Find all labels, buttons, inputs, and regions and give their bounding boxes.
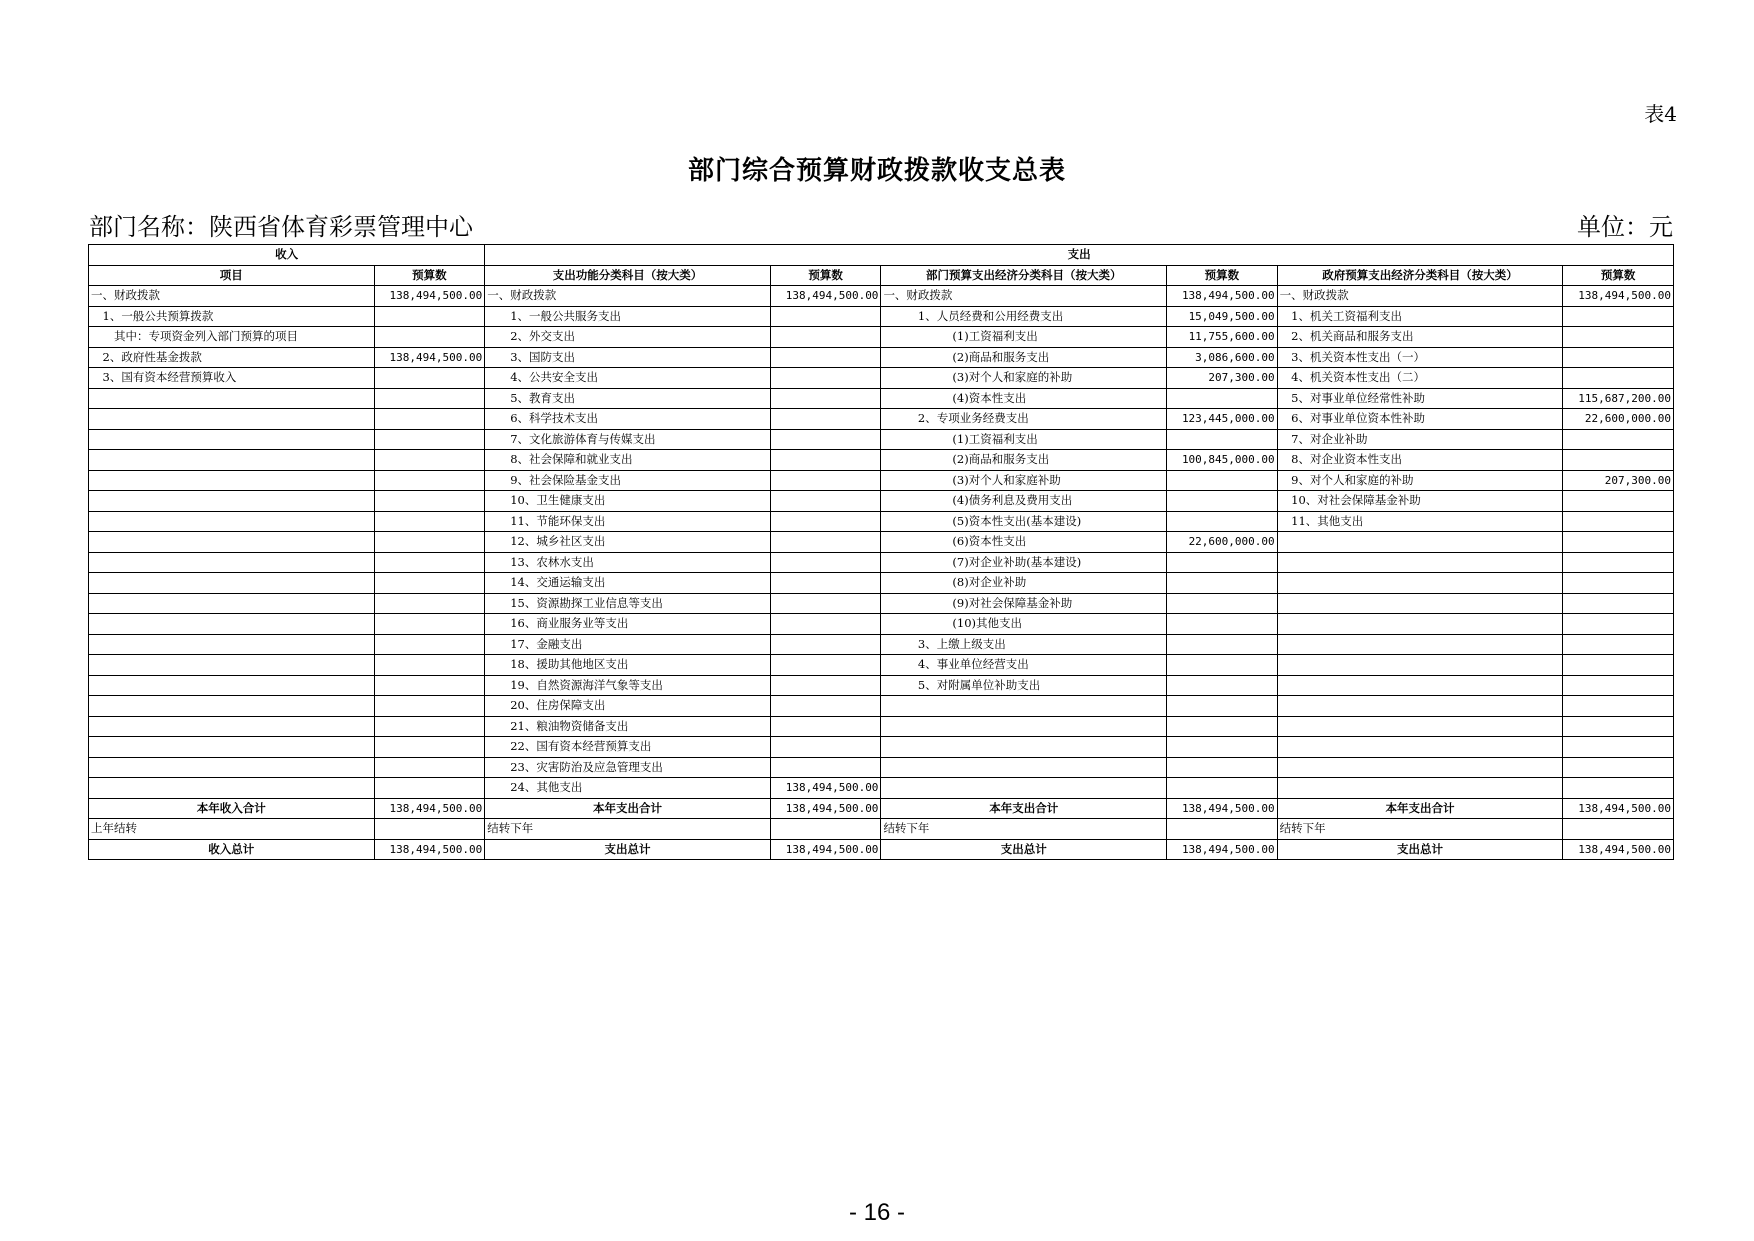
amount-cell xyxy=(1563,634,1674,655)
item-cell xyxy=(89,696,375,717)
table-row xyxy=(89,532,1674,553)
item-cell: 一、财政拨款 xyxy=(1277,286,1563,307)
item-cell: (3)对个人和家庭补助 xyxy=(881,470,1167,491)
total-label-cell: 支出总计 xyxy=(881,839,1167,860)
amount-cell xyxy=(1563,532,1674,553)
amount-cell: 22,600,000.00 xyxy=(1563,409,1674,430)
amount-cell: 207,300.00 xyxy=(1563,470,1674,491)
total-label-cell: 支出总计 xyxy=(485,839,771,860)
column-header: 预算数 xyxy=(374,265,485,286)
amount-cell xyxy=(770,737,881,758)
item-cell xyxy=(1277,696,1563,717)
amount-cell xyxy=(1167,737,1278,758)
item-cell: 15、资源勘探工业信息等支出 xyxy=(485,593,771,614)
amount-cell: 138,494,500.00 xyxy=(770,778,881,799)
item-cell: (2)商品和服务支出 xyxy=(881,347,1167,368)
amount-cell xyxy=(1563,696,1674,717)
amount-cell xyxy=(1167,388,1278,409)
item-cell: (1)工资福利支出 xyxy=(881,429,1167,450)
total-label-cell: 结转下年 xyxy=(881,819,1167,840)
amount-cell: 138,494,500.00 xyxy=(1167,286,1278,307)
item-cell xyxy=(881,778,1167,799)
total-amount-cell: 138,494,500.00 xyxy=(374,839,485,860)
amount-cell xyxy=(770,593,881,614)
item-cell: 22、国有资本经营预算支出 xyxy=(485,737,771,758)
item-cell xyxy=(1277,634,1563,655)
amount-cell xyxy=(1167,593,1278,614)
item-cell: 9、社会保险基金支出 xyxy=(485,470,771,491)
amount-cell xyxy=(1563,655,1674,676)
department-name: 部门名称：陕西省体育彩票管理中心 xyxy=(89,213,473,241)
table-row xyxy=(89,593,1674,614)
amount-cell xyxy=(1167,429,1278,450)
table-row xyxy=(89,614,1674,635)
item-cell: (6)资本性支出 xyxy=(881,532,1167,553)
budget-table xyxy=(88,244,1674,860)
amount-cell xyxy=(1167,614,1278,635)
amount-cell xyxy=(374,368,485,389)
table-row xyxy=(89,573,1674,594)
item-cell: 一、财政拨款 xyxy=(89,286,375,307)
item-cell: 14、交通运输支出 xyxy=(485,573,771,594)
amount-cell: 22,600,000.00 xyxy=(1167,532,1278,553)
item-cell xyxy=(881,696,1167,717)
amount-cell: 138,494,500.00 xyxy=(374,286,485,307)
item-cell: 8、社会保障和就业支出 xyxy=(485,450,771,471)
totals-row-carry xyxy=(89,819,1674,840)
table-row xyxy=(89,429,1674,450)
item-cell xyxy=(89,470,375,491)
item-cell: 3、上缴上级支出 xyxy=(881,634,1167,655)
amount-cell xyxy=(770,696,881,717)
item-cell xyxy=(89,593,375,614)
income-section-header: 收入 xyxy=(89,245,485,266)
item-cell xyxy=(89,675,375,696)
item-cell: 一、财政拨款 xyxy=(485,286,771,307)
amount-cell xyxy=(374,306,485,327)
item-cell xyxy=(89,532,375,553)
amount-cell xyxy=(374,573,485,594)
table-row xyxy=(89,778,1674,799)
amount-cell xyxy=(1563,491,1674,512)
item-cell xyxy=(89,573,375,594)
amount-cell xyxy=(374,450,485,471)
amount-cell xyxy=(374,552,485,573)
amount-cell: 100,845,000.00 xyxy=(1167,450,1278,471)
item-cell: 18、援助其他地区支出 xyxy=(485,655,771,676)
item-cell xyxy=(89,716,375,737)
amount-cell xyxy=(1167,552,1278,573)
item-cell: 4、公共安全支出 xyxy=(485,368,771,389)
item-cell: 16、商业服务业等支出 xyxy=(485,614,771,635)
amount-cell: 3,086,600.00 xyxy=(1167,347,1278,368)
item-cell: 其中：专项资金列入部门预算的项目 xyxy=(89,327,375,348)
item-cell: 11、其他支出 xyxy=(1277,511,1563,532)
amount-cell xyxy=(1167,634,1278,655)
item-cell: (4)债务利息及费用支出 xyxy=(881,491,1167,512)
item-cell xyxy=(1277,716,1563,737)
amount-cell: 138,494,500.00 xyxy=(1563,286,1674,307)
item-cell xyxy=(1277,655,1563,676)
total-label-cell: 本年收入合计 xyxy=(89,798,375,819)
amount-cell xyxy=(770,757,881,778)
item-cell xyxy=(89,655,375,676)
item-cell: 3、国防支出 xyxy=(485,347,771,368)
total-amount-cell xyxy=(770,819,881,840)
item-cell: 17、金融支出 xyxy=(485,634,771,655)
amount-cell xyxy=(770,552,881,573)
item-cell: 一、财政拨款 xyxy=(881,286,1167,307)
amount-cell xyxy=(770,368,881,389)
amount-cell xyxy=(374,491,485,512)
table-row xyxy=(89,511,1674,532)
amount-cell xyxy=(1563,368,1674,389)
amount-cell xyxy=(1167,491,1278,512)
item-cell: 3、机关资本性支出（一） xyxy=(1277,347,1563,368)
item-cell: 8、对企业资本性支出 xyxy=(1277,450,1563,471)
item-cell xyxy=(1277,552,1563,573)
amount-cell xyxy=(1167,470,1278,491)
amount-cell xyxy=(1563,614,1674,635)
total-amount-cell: 138,494,500.00 xyxy=(1563,839,1674,860)
item-cell: 21、粮油物资储备支出 xyxy=(485,716,771,737)
item-cell xyxy=(1277,573,1563,594)
item-cell: (8)对企业补助 xyxy=(881,573,1167,594)
item-cell xyxy=(1277,614,1563,635)
amount-cell xyxy=(374,634,485,655)
total-amount-cell: 138,494,500.00 xyxy=(1167,839,1278,860)
amount-cell xyxy=(770,511,881,532)
amount-cell xyxy=(1563,737,1674,758)
item-cell xyxy=(89,778,375,799)
item-cell: 7、文化旅游体育与传媒支出 xyxy=(485,429,771,450)
table-row xyxy=(89,409,1674,430)
item-cell xyxy=(89,409,375,430)
amount-cell xyxy=(1563,778,1674,799)
table-row xyxy=(89,552,1674,573)
item-cell xyxy=(89,511,375,532)
item-cell xyxy=(89,450,375,471)
total-amount-cell xyxy=(1563,819,1674,840)
column-header-row xyxy=(89,265,1674,286)
amount-cell xyxy=(1563,675,1674,696)
item-cell: (1)工资福利支出 xyxy=(881,327,1167,348)
amount-cell xyxy=(770,573,881,594)
item-cell xyxy=(89,634,375,655)
item-cell: 12、城乡社区支出 xyxy=(485,532,771,553)
amount-cell: 138,494,500.00 xyxy=(374,347,485,368)
amount-cell xyxy=(1563,306,1674,327)
column-header: 部门预算支出经济分类科目（按大类） xyxy=(881,265,1167,286)
item-cell: 24、其他支出 xyxy=(485,778,771,799)
table-row xyxy=(89,757,1674,778)
page-number: - 16 - xyxy=(848,1199,905,1226)
amount-cell xyxy=(1167,757,1278,778)
amount-cell xyxy=(1167,511,1278,532)
table-row xyxy=(89,347,1674,368)
amount-cell xyxy=(770,306,881,327)
table-row xyxy=(89,491,1674,512)
item-cell xyxy=(881,757,1167,778)
amount-cell xyxy=(1563,552,1674,573)
total-amount-cell: 138,494,500.00 xyxy=(1167,798,1278,819)
table-row xyxy=(89,655,1674,676)
item-cell: 1、机关工资福利支出 xyxy=(1277,306,1563,327)
amount-cell: 11,755,600.00 xyxy=(1167,327,1278,348)
item-cell: 2、政府性基金拨款 xyxy=(89,347,375,368)
amount-cell xyxy=(770,532,881,553)
amount-cell xyxy=(1167,778,1278,799)
item-cell: 23、灾害防治及应急管理支出 xyxy=(485,757,771,778)
item-cell: 20、住房保障支出 xyxy=(485,696,771,717)
amount-cell xyxy=(1563,716,1674,737)
table-row xyxy=(89,388,1674,409)
amount-cell xyxy=(1167,716,1278,737)
total-label-cell: 支出总计 xyxy=(1277,839,1563,860)
amount-cell xyxy=(1563,573,1674,594)
amount-cell xyxy=(374,655,485,676)
column-header: 预算数 xyxy=(1167,265,1278,286)
item-cell: 3、国有资本经营预算收入 xyxy=(89,368,375,389)
amount-cell xyxy=(374,470,485,491)
amount-cell xyxy=(374,614,485,635)
item-cell xyxy=(881,716,1167,737)
column-header: 政府预算支出经济分类科目（按大类） xyxy=(1277,265,1563,286)
amount-cell xyxy=(770,675,881,696)
item-cell: (3)对个人和家庭的补助 xyxy=(881,368,1167,389)
item-cell: 19、自然资源海洋气象等支出 xyxy=(485,675,771,696)
amount-cell xyxy=(770,470,881,491)
item-cell: (10)其他支出 xyxy=(881,614,1167,635)
item-cell: 2、专项业务经费支出 xyxy=(881,409,1167,430)
item-cell: (2)商品和服务支出 xyxy=(881,450,1167,471)
amount-cell xyxy=(1167,573,1278,594)
item-cell: 1、人员经费和公用经费支出 xyxy=(881,306,1167,327)
total-label-cell: 结转下年 xyxy=(485,819,771,840)
amount-cell xyxy=(374,327,485,348)
amount-cell: 115,687,200.00 xyxy=(1563,388,1674,409)
amount-cell xyxy=(1563,327,1674,348)
table-row xyxy=(89,737,1674,758)
table-body xyxy=(89,286,1674,799)
table-row xyxy=(89,450,1674,471)
item-cell: (9)对社会保障基金补助 xyxy=(881,593,1167,614)
section-header-row xyxy=(89,245,1674,266)
item-cell: 4、事业单位经营支出 xyxy=(881,655,1167,676)
item-cell xyxy=(1277,593,1563,614)
table-row xyxy=(89,327,1674,348)
item-cell xyxy=(89,552,375,573)
total-amount-cell xyxy=(374,819,485,840)
amount-cell xyxy=(374,532,485,553)
amount-cell xyxy=(1563,593,1674,614)
item-cell: 1、一般公共服务支出 xyxy=(485,306,771,327)
amount-cell xyxy=(1563,757,1674,778)
total-label-cell: 本年支出合计 xyxy=(485,798,771,819)
total-label-cell: 收入总计 xyxy=(89,839,375,860)
table-totals xyxy=(89,798,1674,860)
item-cell xyxy=(89,757,375,778)
amount-cell xyxy=(770,655,881,676)
amount-cell xyxy=(770,409,881,430)
total-label-cell: 上年结转 xyxy=(89,819,375,840)
total-amount-cell xyxy=(1167,819,1278,840)
amount-cell: 138,494,500.00 xyxy=(770,286,881,307)
total-label-cell: 本年支出合计 xyxy=(881,798,1167,819)
amount-cell xyxy=(770,429,881,450)
item-cell: (4)资本性支出 xyxy=(881,388,1167,409)
amount-cell xyxy=(770,450,881,471)
table-row xyxy=(89,306,1674,327)
item-cell: 10、卫生健康支出 xyxy=(485,491,771,512)
item-cell xyxy=(89,491,375,512)
amount-cell xyxy=(374,511,485,532)
document-title: 部门综合预算财政拨款收支总表 xyxy=(687,156,1066,186)
item-cell: (5)资本性支出(基本建设) xyxy=(881,511,1167,532)
column-header: 支出功能分类科目（按大类） xyxy=(485,265,771,286)
amount-cell xyxy=(1167,675,1278,696)
item-cell: 10、对社会保障基金补助 xyxy=(1277,491,1563,512)
table-number: 表4 xyxy=(1644,102,1677,126)
amount-cell xyxy=(374,737,485,758)
table-row xyxy=(89,470,1674,491)
total-amount-cell: 138,494,500.00 xyxy=(770,798,881,819)
meta-row xyxy=(89,212,1673,242)
amount-cell xyxy=(770,347,881,368)
amount-cell xyxy=(1167,655,1278,676)
item-cell xyxy=(1277,778,1563,799)
amount-cell xyxy=(374,429,485,450)
amount-cell xyxy=(374,716,485,737)
amount-cell: 15,049,500.00 xyxy=(1167,306,1278,327)
expense-section-header: 支出 xyxy=(485,245,1674,266)
amount-cell xyxy=(770,491,881,512)
amount-cell xyxy=(1563,429,1674,450)
item-cell: 5、对附属单位补助支出 xyxy=(881,675,1167,696)
amount-cell xyxy=(374,778,485,799)
table-row xyxy=(89,634,1674,655)
totals-row-year xyxy=(89,798,1674,819)
total-amount-cell: 138,494,500.00 xyxy=(1563,798,1674,819)
item-cell xyxy=(89,429,375,450)
item-cell: 2、机关商品和服务支出 xyxy=(1277,327,1563,348)
amount-cell xyxy=(374,409,485,430)
total-amount-cell: 138,494,500.00 xyxy=(770,839,881,860)
item-cell xyxy=(1277,532,1563,553)
amount-cell xyxy=(374,757,485,778)
amount-cell xyxy=(1563,347,1674,368)
item-cell: 4、机关资本性支出（二） xyxy=(1277,368,1563,389)
item-cell xyxy=(89,614,375,635)
amount-cell xyxy=(374,675,485,696)
amount-cell xyxy=(1167,696,1278,717)
item-cell: 11、节能环保支出 xyxy=(485,511,771,532)
table-row xyxy=(89,696,1674,717)
amount-cell xyxy=(770,614,881,635)
table-row xyxy=(89,675,1674,696)
item-cell xyxy=(89,388,375,409)
item-cell: 13、农林水支出 xyxy=(485,552,771,573)
item-cell xyxy=(1277,737,1563,758)
amount-cell xyxy=(1563,450,1674,471)
item-cell: 9、对个人和家庭的补助 xyxy=(1277,470,1563,491)
item-cell xyxy=(1277,675,1563,696)
total-amount-cell: 138,494,500.00 xyxy=(374,798,485,819)
totals-row-grand xyxy=(89,839,1674,860)
item-cell xyxy=(881,737,1167,758)
item-cell: 5、对事业单位经常性补助 xyxy=(1277,388,1563,409)
item-cell xyxy=(1277,757,1563,778)
item-cell: 5、教育支出 xyxy=(485,388,771,409)
item-cell: 6、科学技术支出 xyxy=(485,409,771,430)
amount-cell xyxy=(1563,511,1674,532)
item-cell: 2、外交支出 xyxy=(485,327,771,348)
column-header: 预算数 xyxy=(1563,265,1674,286)
amount-cell xyxy=(374,388,485,409)
amount-cell: 207,300.00 xyxy=(1167,368,1278,389)
amount-cell xyxy=(770,388,881,409)
total-label-cell: 本年支出合计 xyxy=(1277,798,1563,819)
item-cell: 7、对企业补助 xyxy=(1277,429,1563,450)
amount-cell xyxy=(770,716,881,737)
unit-label: 单位：元 xyxy=(1577,213,1673,241)
item-cell: 6、对事业单位资本性补助 xyxy=(1277,409,1563,430)
amount-cell xyxy=(770,634,881,655)
table-row xyxy=(89,286,1674,307)
item-cell: (7)对企业补助(基本建设) xyxy=(881,552,1167,573)
table-row xyxy=(89,368,1674,389)
item-cell: 1、一般公共预算拨款 xyxy=(89,306,375,327)
table-row xyxy=(89,716,1674,737)
column-header: 预算数 xyxy=(770,265,881,286)
amount-cell: 123,445,000.00 xyxy=(1167,409,1278,430)
amount-cell xyxy=(374,696,485,717)
amount-cell xyxy=(374,593,485,614)
amount-cell xyxy=(770,327,881,348)
item-cell xyxy=(89,737,375,758)
column-header: 项目 xyxy=(89,265,375,286)
total-label-cell: 结转下年 xyxy=(1277,819,1563,840)
